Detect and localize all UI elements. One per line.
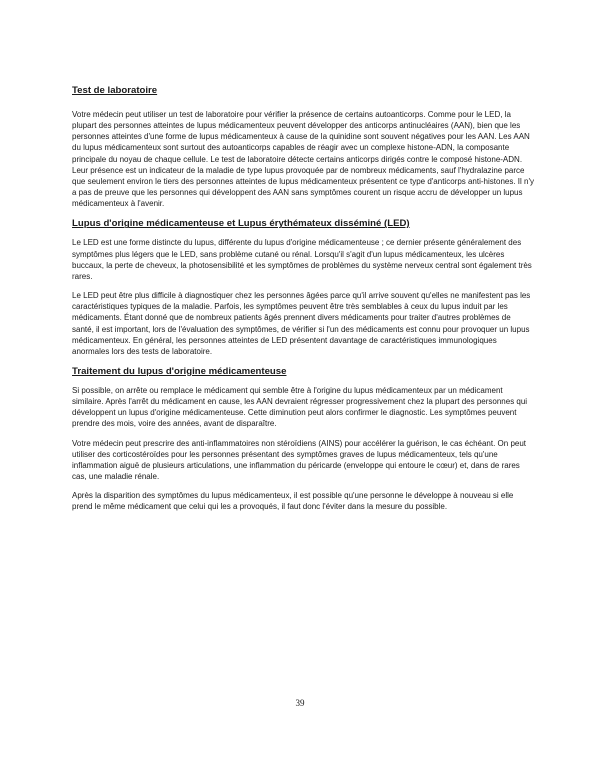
section-treatment <box>72 365 534 513</box>
section-heading: Traitement du lupus d'origine médicamenteuse <box>72 365 287 377</box>
paragraph: Si possible, on arrête ou remplace le médicament qui semble être à l'origine du lupus médicamenteux par un médicament similaire. Après l'arrêt du médicament en cause, les AAN devraient régresser progressivement chez la plupart des personnes qui développent un lupus d'origine médicamenteuse. Cette diminution peut alors confirmer le diagnostic. Les symptômes peuvent prendre des mois, voire des années, avant de disparaître. <box>72 385 528 429</box>
paragraph: Votre médecin peut utiliser un test de laboratoire pour vérifier la présence de certains autoanticorps. Comme pour le LED, la plupart des personnes atteintes de lupus médicamenteux peuvent développer des anticorps antinucléaires (AAN), bien que les personnes atteintes d'une forme de lupus médicamenteux à cause de la quinidine sont souvent négatives pour les AAN. Les AAN du lupus médicamenteux sont surtout des autoanticorps capables de réagir avec un complexe histone-ADN, la composante principale du noyau de chaque cellule. Le test de laboratoire détecte certains anticorps dirigés contre le composé histone-ADN. Leur présence est un indicateur de la maladie de type lupus provoquée par de nombreux médicaments, sauf l'hydralazine parce que seulement environ le tiers des personnes atteintes de lupus médicamenteux présentent ce type d'anticorps anti-histones. Il n'y a pas de preuve que les personnes qui développent des AAN sans symptômes courent un risque accru de développer un lupus médicamenteux à l'avenir. <box>72 110 534 209</box>
section-heading: Test de laboratoire <box>72 85 158 96</box>
paragraph: Le LED est une forme distincte du lupus, différente du lupus d'origine médicamenteuse ; ce dernier présente généralement des symptômes plus légers que le LED, sans problème cutané ou rénal. Lorsqu'il s'agit d'un lupus médicamenteux, les ulcères buccaux, la perte de cheveux, la photosensibilité et les symptômes de problèmes du système nerveux central sont également très rares. <box>72 238 532 281</box>
document-page <box>72 84 534 521</box>
section-laboratory-test <box>72 84 534 209</box>
page-number: 39 <box>295 698 305 708</box>
paragraph: Après la disparition des symptômes du lupus médicamenteux, il est possible qu'une personne le développe à nouveau si elle prend le même médicament que celui qui les a provoqués, il faut donc l'éviter dans la mesure du possible. <box>72 491 514 512</box>
paragraph: Le LED peut être plus difficile à diagnostiquer chez les personnes âgées parce qu'il arrive souvent qu'elles ne manifestent pas les caractéristiques typiques de la maladie. Parfois, les symptômes peuvent être très semblables à ceux du lupus induit par les médicaments. Étant donné que de nombreux patients âgés prennent divers médicaments pour traiter d'autres problèmes de santé, il est important, lors de l'évaluation des symptômes, de vérifier si l'un des médicaments est connu pour provoquer un lupus médicamenteux. En général, les personnes atteintes de LED présentent davantage de caractéristiques immunologiques anormales lors des tests de laboratoire. <box>72 291 531 356</box>
paragraph: Votre médecin peut prescrire des anti-inflammatoires non stéroïdiens (AINS) pour accélérer la guérison, le cas échéant. On peut utiliser des corticostéroïdes pour les personnes présentant des symptômes graves de lupus médicamenteux, tels qu'une inflammation aiguë de plusieurs articulations, une inflammation du péricarde (enveloppe qui entoure le cœur) et, dans de rares cas, une maladie rénale. <box>72 438 527 482</box>
section-drug-lupus-vs-sle <box>72 217 534 357</box>
section-heading: Lupus d'origine médicamenteuse et Lupus érythémateux disséminé (LED) <box>72 218 410 230</box>
